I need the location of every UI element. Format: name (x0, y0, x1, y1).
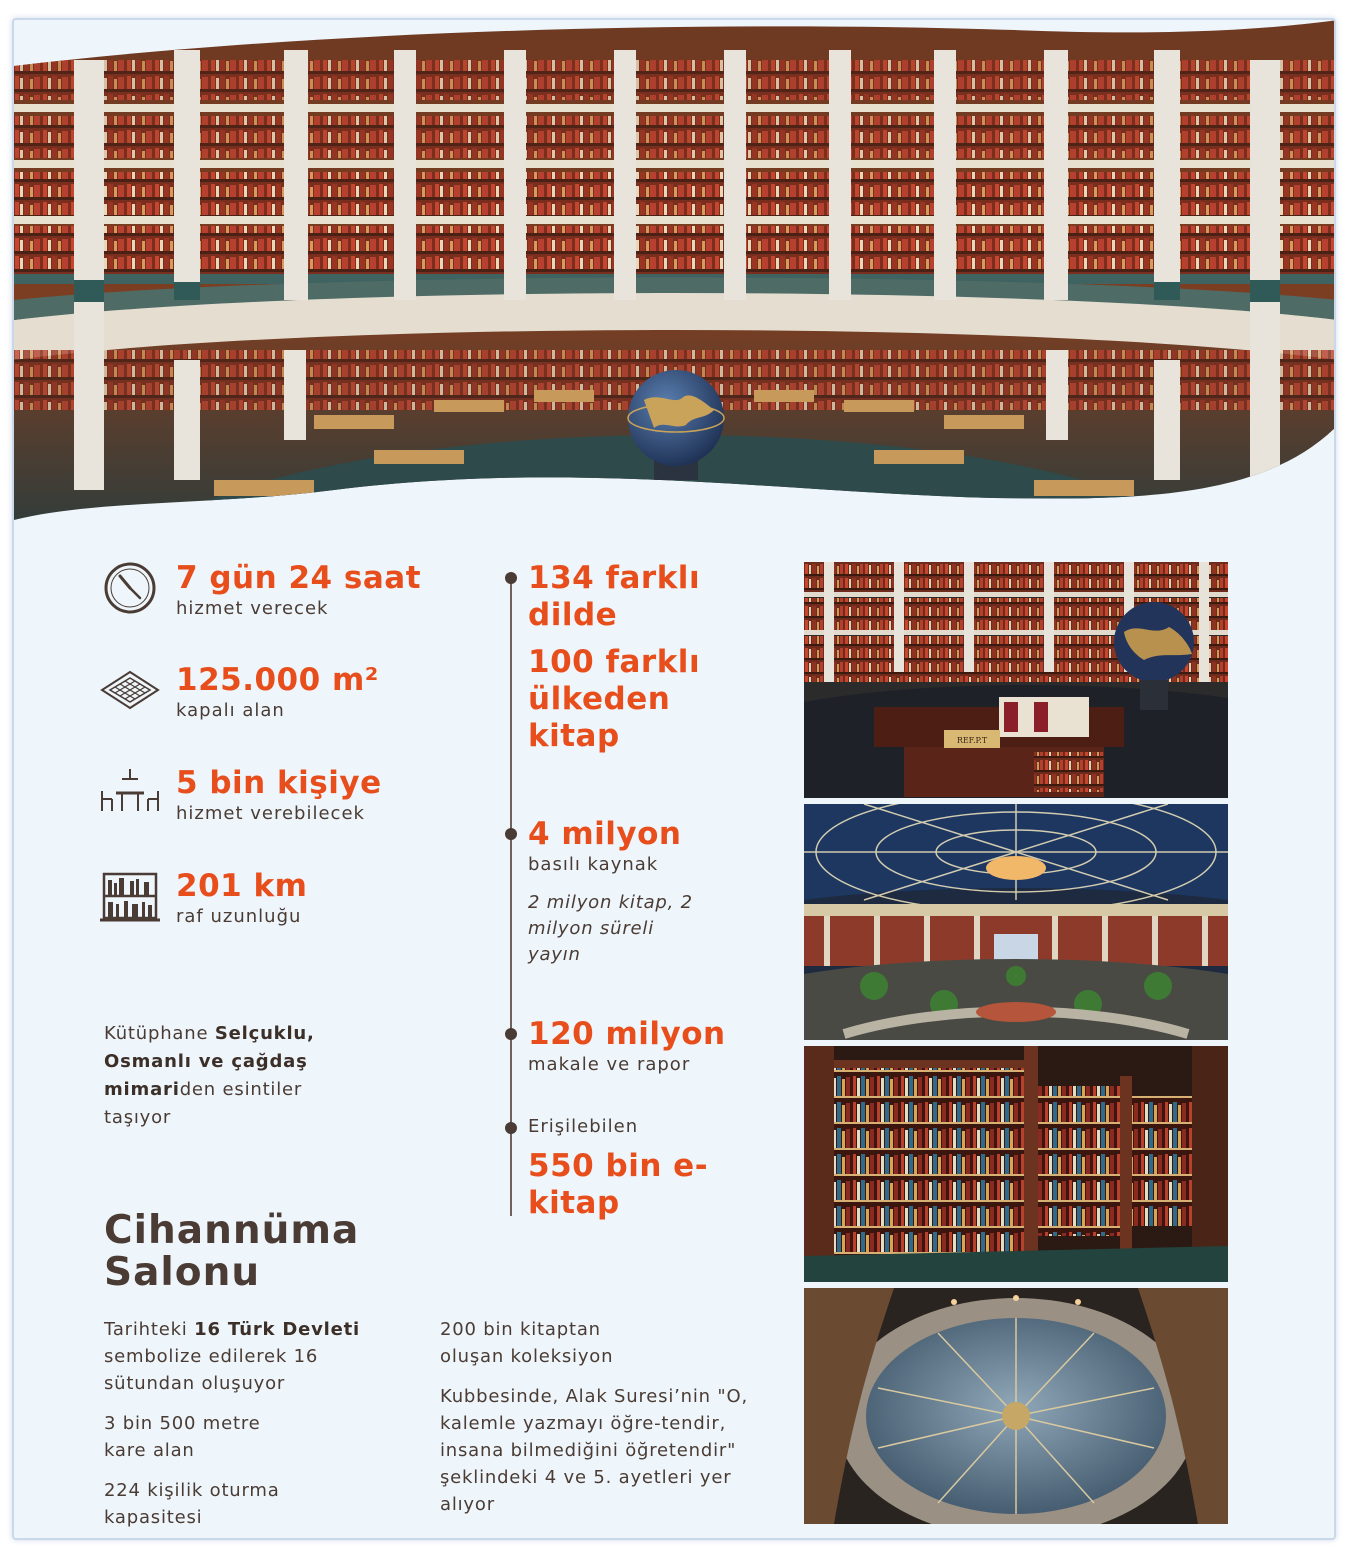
salon-col1-p2: 3 bin 500 metre kare alan (104, 1413, 261, 1461)
stat-small-text: kapalı alan (176, 700, 285, 721)
timeline-dot (505, 1028, 517, 1040)
stat-small-text: raf uzunluğu (176, 906, 302, 927)
stat-big-text: 125.000 m² (176, 662, 379, 698)
bookshelf-icon (100, 868, 160, 924)
photo-domed-hall (804, 804, 1228, 1040)
architecture-text-part: Kütüphane (104, 1023, 215, 1044)
stat-opening-hours (100, 560, 480, 630)
stat-small-text: hizmet verecek (176, 598, 329, 619)
stat-capacity (100, 765, 480, 835)
stat-big-text: 201 km (176, 868, 308, 904)
timeline-line (510, 576, 512, 1216)
stat-shelf-length (100, 868, 480, 938)
timeline-articles-count: 120 milyon (528, 1016, 726, 1052)
timeline-printed-detail: 2 milyon kitap, 2 milyon süreli yayın (528, 892, 693, 965)
photo-reading-hall-globe (804, 562, 1228, 798)
salon-text-part: sembolize edilerek 16 sütundan oluşuyor (104, 1346, 319, 1394)
timeline-printed-count: 4 milyon (528, 816, 682, 852)
infographic-page (12, 18, 1336, 1540)
architecture-text-part: den esintiler taşıyor (104, 1079, 303, 1128)
architecture-text-bold: Selçuklu, Osmanlı ve çağdaş mimari (104, 1023, 315, 1100)
timeline-dot (505, 572, 517, 584)
architecture-text (104, 1020, 364, 1132)
timeline-dot (505, 1122, 517, 1134)
hero-library-photo (14, 20, 1336, 540)
stat-small-text: hizmet verebilecek (176, 803, 365, 824)
photo-dome-ceiling (804, 1288, 1228, 1524)
photo-bookshelves (804, 1046, 1228, 1282)
timeline-ebook-count: 550 bin e-kitap (528, 1148, 709, 1221)
salon-title: Cihannüma Salonu (104, 1208, 360, 1295)
timeline-languages: 134 farklı dilde (528, 560, 701, 633)
salon-col2-p1: 200 bin kitaptan oluşan koleksiyon (440, 1319, 614, 1367)
timeline-printed-label: basılı kaynak (528, 854, 659, 875)
stat-big-text: 7 gün 24 saat (176, 560, 422, 596)
clock-icon (100, 560, 160, 616)
timeline-dot (505, 828, 517, 840)
salon-col1-p3: 224 kişilik oturma kapasitesi (104, 1480, 280, 1528)
salon-col1-p1 (104, 1316, 404, 1397)
stat-big-text: 5 bin kişiye (176, 765, 382, 801)
salon-col2-p2: Kubbesinde, Alak Suresi’nin "O, kalemle yazmayı öğre-tendir, insana bilmediğini öğretendir" şeklindeki 4 ve 5. ayetleri yer alıyor (440, 1386, 748, 1515)
salon-text-part: Tarihteki (104, 1319, 195, 1340)
timeline-countries: 100 farklı ülkeden kitap (528, 644, 701, 754)
stat-area (100, 662, 480, 732)
timeline-ebook-label: Erişilebilen (528, 1116, 639, 1137)
floor-area-icon (100, 662, 160, 718)
reading-table-icon (100, 765, 160, 821)
salon-text-bold: 16 Türk Devleti (194, 1319, 360, 1340)
ref-sign-text: REF.P.T (956, 736, 988, 745)
timeline-articles-label: makale ve rapor (528, 1054, 691, 1075)
